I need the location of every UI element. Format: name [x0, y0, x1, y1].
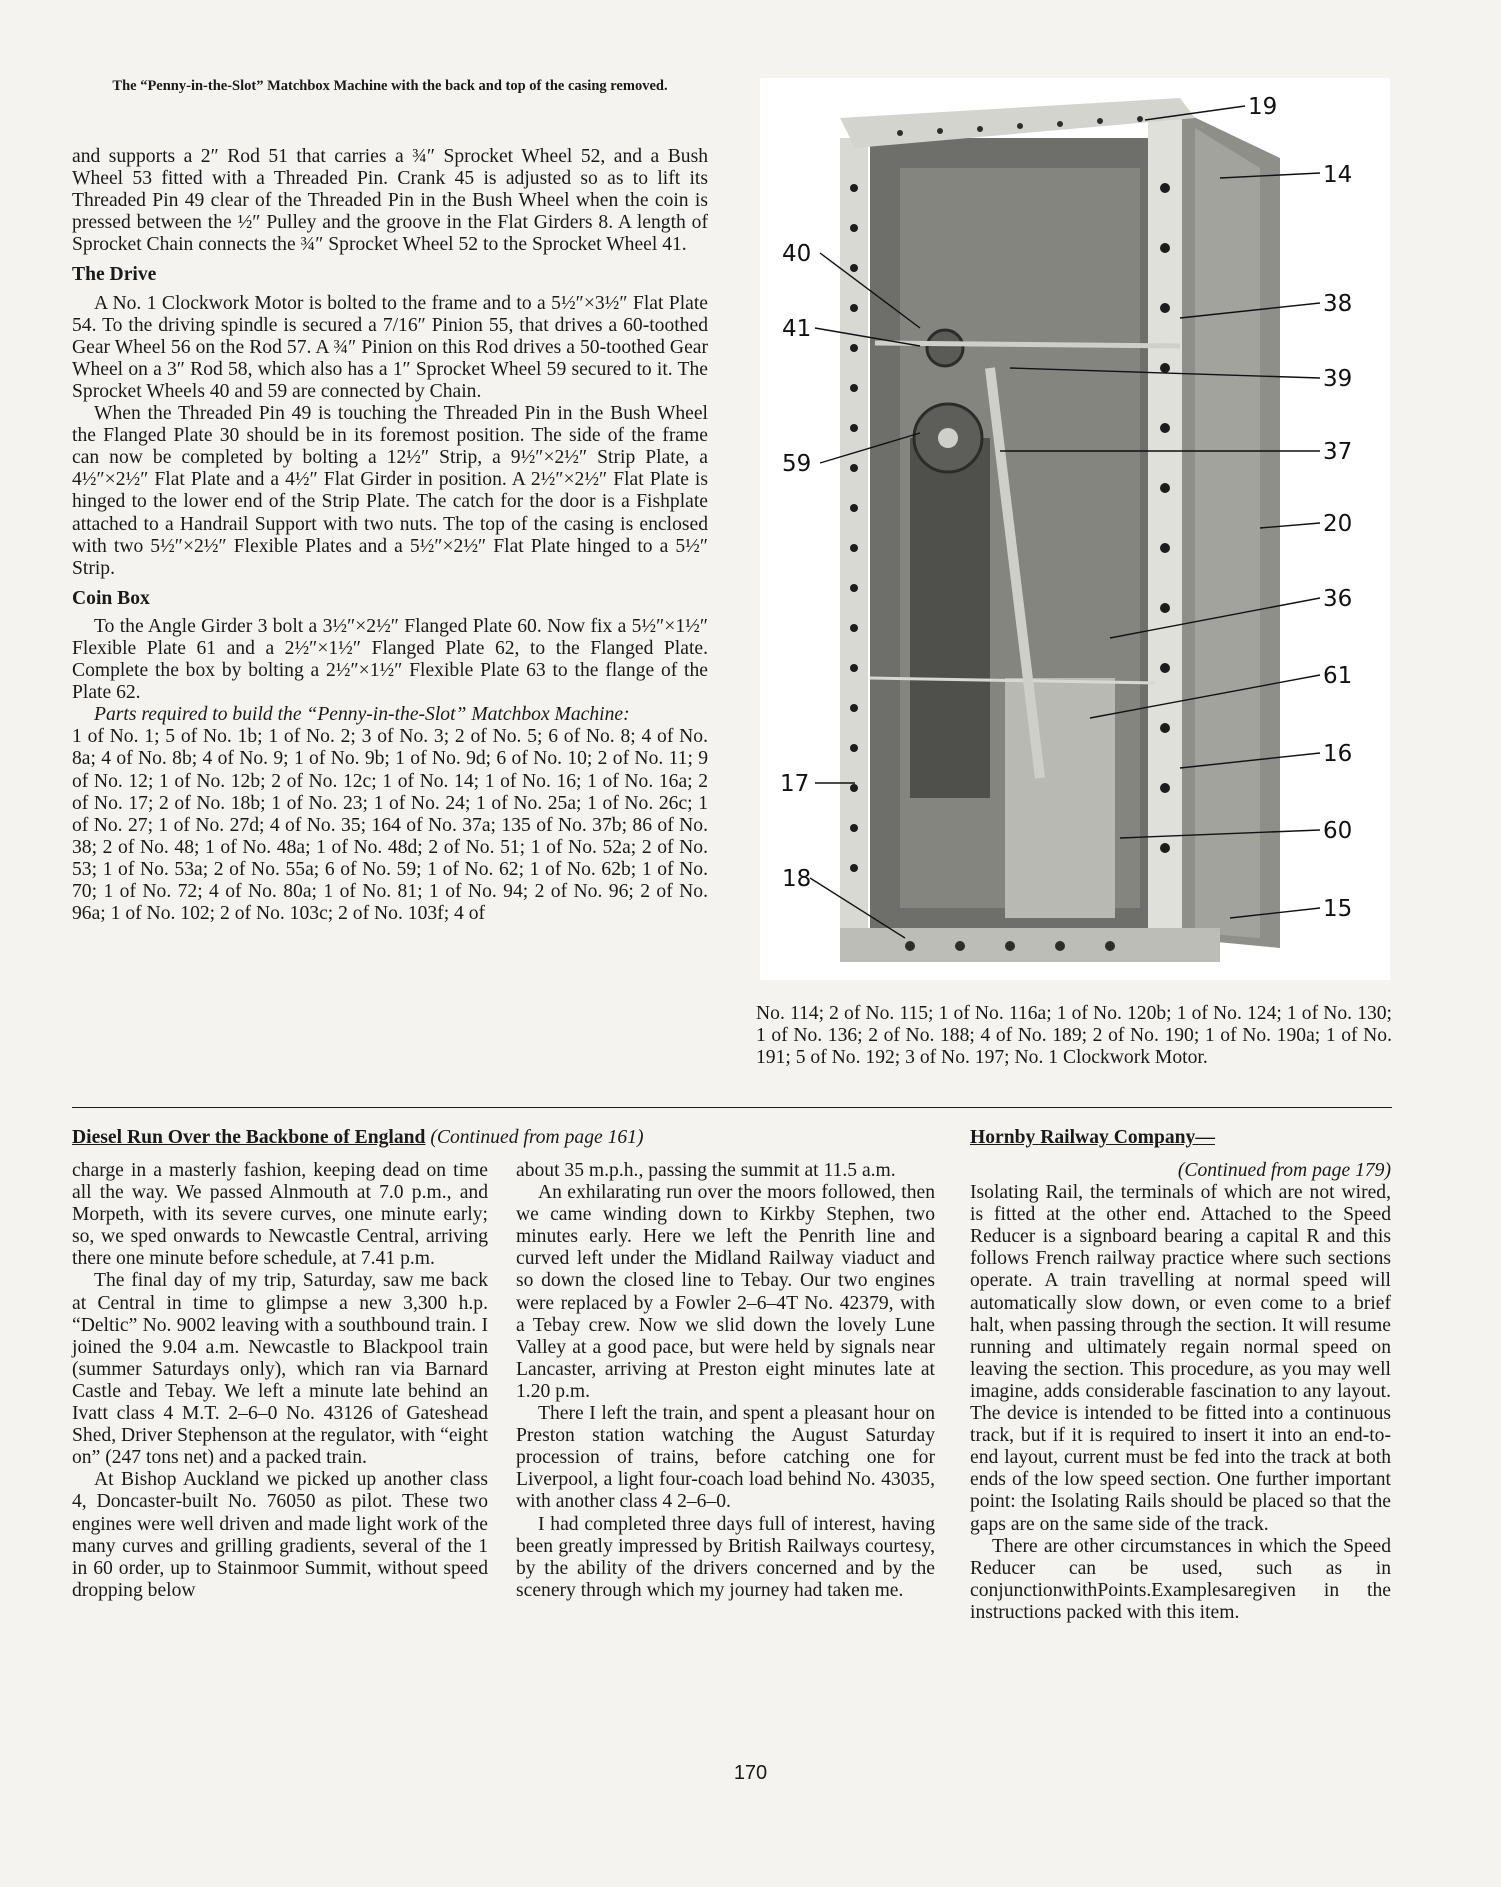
photo-label: 15: [1323, 896, 1353, 922]
photo-label: 20: [1323, 511, 1353, 537]
paragraph: An exhilarating run over the moors followed, then we came winding down to Kirkby Stephen, two minutes early. Here we left the Penrith line and curved left under the Midland Railway viaduct and so down the closed line to Tebay. Our two engines were replaced by a Fowler 2–6–4T No. 42379, with a Tebay crew. Now we slid down the lovely Lune Valley at a good pace, but were held by signals near Lancaster, arriving at Preston eight minutes late at 1.20 p.m.: [516, 1182, 935, 1402]
photo-label: 18: [782, 866, 812, 892]
parts-heading: Parts required to build the “Penny-in-the-Slot” Matchbox Machine:: [94, 704, 630, 726]
paragraph: and supports a 2″ Rod 51 that carries a ¾″ Sprocket Wheel 52, and a Bush Wheel 53 fitted with a Threaded Pin. Crank 45 is adjusted so as to lift its Threaded Pin 49 clear of the Threaded Pin in the Bush Wheel when the coin is pressed between the ½″ Pulley and the groove in the Flat Girders 8. A length of Sprocket Chain connects the ¾″ Sprocket Wheel 52 to the Sprocket Wheel 41.: [72, 146, 708, 256]
diesel-column-1: [72, 1160, 488, 1602]
article-matchbox-text: [72, 146, 708, 925]
photo-label: 14: [1323, 162, 1353, 188]
paragraph: There I left the train, and spent a pleasant hour on Preston station watching the August Saturday procession of trains, before catching one for Liverpool, a light four-coach load behind No. 43035, with another class 4 2–6–0.: [516, 1403, 935, 1513]
machine-photo-illustration: [760, 78, 1390, 980]
photo-label: 38: [1323, 291, 1353, 317]
photo-label: 40: [782, 241, 812, 267]
page-number: 170: [733, 1762, 768, 1784]
paragraph: about 35 m.p.h., passing the summit at 11.5 a.m.: [516, 1160, 896, 1181]
photo-label: 59: [782, 451, 812, 477]
article-heading-hornby: Hornby Railway Company—: [970, 1127, 1215, 1148]
photo-label: 17: [780, 771, 810, 797]
paragraph: To the Angle Girder 3 bolt a 3½″×2½″ Flanged Plate 60. Now fix a 5½″×1½″ Flexible Plate 61 and a 2½″×1½″ Flanged Plate 62, to the Flanged Plate. Complete the box by bolting a 2½″×1½″ Flexible Plate 63 to the flange of the Plate 62.: [72, 615, 708, 704]
paragraph: There are other circumstances in which the Speed Reducer can be used, such as in conjunctionwithPoints.Examplesaregiven in the instructions packed with this item.: [970, 1535, 1391, 1623]
paragraph: Isolating Rail, the terminals of which are not wired, is fitted at the other end. Attached to the Speed Reducer is a signboard bearing a capital R and this follows French railway practice where such sections operate. A train travelling at normal speed will automatically slow down, or even come to a brief halt, when passing through the section. It will resume running and ultimately regain normal speed on leaving the section. This procedure, as you may well imagine, adds considerable fascination to any layout. The device is intended to be fitted into a continuous track, but if it is required to insert it into an end-to-end layout, current must be fed into the track at both ends of the low speed section. One further important point: the Isolating Rails should be placed so that the gaps are on the same side of the track.: [970, 1182, 1391, 1535]
photo-label: 39: [1323, 366, 1353, 392]
machine-photo: [760, 78, 1390, 980]
diesel-column-2: [516, 1160, 935, 1602]
continued-note: (Continued from page 179): [1177, 1160, 1391, 1181]
figure-caption: The “Penny-in-the-Slot” Matchbox Machine with the back and top of the casing removed.: [112, 78, 668, 94]
photo-label: 16: [1323, 741, 1353, 767]
paragraph: A No. 1 Clockwork Motor is bolted to the frame and to a 5½″×3½″ Flat Plate 54. To the driving spindle is secured a 7/16″ Pinion 55, that drives a 60-toothed Gear Wheel 56 on the Rod 57. A ¾″ Pinion on this Rod drives a 50-toothed Gear Wheel on a 3″ Rod 58, which also has a 1″ Sprocket Wheel 59 secured to it. The Sprocket Wheels 40 and 59 are connected by Chain.: [72, 292, 708, 402]
hornby-column: [970, 1160, 1391, 1624]
parts-list-continued: [756, 1003, 1392, 1069]
continued-note: (Continued from page 161): [430, 1127, 644, 1148]
section-heading-coin-box: Coin Box: [72, 587, 150, 609]
parts-list: 1 of No. 1; 5 of No. 1b; 1 of No. 2; 3 of No. 3; 2 of No. 5; 6 of No. 8; 4 of No. 8a; 4 of No. 8b; 4 of No. 9; 1 of No. 9b; 1 of No. 9d; 6 of No. 10; 2 of No. 11; 9 of No. 12; 1 of No. 12b; 2 of No. 12c; 1 of No. 14; 1 of No. 16; 1 of No. 16a; 2 of No. 17; 2 of No. 18b; 1 of No. 23; 1 of No. 24; 1 of No. 25a; 1 of No. 26c; 1 of No. 27; 1 of No. 27d; 4 of No. 35; 164 of No. 37a; 135 of No. 37b; 86 of No. 38; 2 of No. 48; 1 of No. 48a; 1 of No. 48d; 2 of No. 51; 1 of No. 52a; 2 of No. 53; 1 of No. 53a; 2 of No. 55a; 6 of No. 59; 1 of No. 62; 1 of No. 62b; 1 of No. 70; 1 of No. 72; 4 of No. 80a; 1 of No. 81; 1 of No. 94; 2 of No. 96; 2 of No. 96a; 1 of No. 102; 2 of No. 103c; 2 of No. 103f; 4 of: [72, 726, 708, 925]
photo-label: 19: [1248, 94, 1278, 120]
article-heading-diesel: [72, 1127, 772, 1149]
section-heading-drive: The Drive: [72, 264, 157, 286]
photo-label: 36: [1323, 586, 1353, 612]
paragraph: The final day of my trip, Saturday, saw me back at Central in time to glimpse a new 3,300 h.p. “Deltic” No. 9002 leaving with a southbound train. I joined the 9.04 a.m. Newcastle to Blackpool train (summer Saturdays only), which ran via Barnard Castle and Tebay. We left a minute late behind an Ivatt class 4 M.T. 2–6–0 No. 43126 of Gateshead Shed, Driver Stephenson at the regulator, with “eight on” (247 tons net) and a packed train.: [72, 1270, 488, 1469]
paragraph: At Bishop Auckland we picked up another class 4, Doncaster-built No. 76050 as pilot. These two engines were well driven and made light work of the many curves and grilling gradients, several of the 1 in 60 order, up to Stainmoor Summit, without speed dropping below: [72, 1469, 488, 1601]
photo-label: 37: [1323, 439, 1353, 465]
section-divider: [72, 1107, 1392, 1108]
paragraph: charge in a masterly fashion, keeping dead on time all the way. We passed Alnmouth at 7.0 p.m., and Morpeth, with its severe curves, one minute early; so, we sped onwards to Newcastle Central, arriving there one minute before schedule, at 7.41 p.m.: [72, 1160, 488, 1270]
article-title: Diesel Run Over the Backbone of England: [72, 1127, 426, 1148]
photo-label: 61: [1323, 663, 1353, 689]
paragraph: When the Threaded Pin 49 is touching the Threaded Pin in the Bush Wheel the Flanged Plate 30 should be in its foremost position. The side of the frame can now be completed by bolting a 12½″ Strip, a 9½″×2½″ Strip Plate, a 4½″×2½″ Flat Plate and a 4½″ Flat Girder in position. A 2½″×2½″ Flat Plate is hinged to the lower end of the Strip Plate. The catch for the door is a Fishplate attached to a Handrail Support with two nuts. The top of the casing is enclosed with two 5½″×2½″ Flexible Plates and a 5½″×2½″ Flat Plate hinged to a 5½″ Strip.: [72, 403, 708, 579]
photo-label: 60: [1323, 818, 1353, 844]
paragraph: No. 114; 2 of No. 115; 1 of No. 116a; 1 of No. 120b; 1 of No. 124; 1 of No. 130; 1 of No. 136; 2 of No. 188; 4 of No. 189; 2 of No. 190; 1 of No. 190a; 1 of No. 191; 5 of No. 192; 3 of No. 197; No. 1 Clockwork Motor.: [756, 1003, 1392, 1069]
paragraph: I had completed three days full of interest, having been greatly impressed by British Railways courtesy, by the ability of the drivers concerned and by the scenery through which my journey had taken me.: [516, 1513, 935, 1601]
photo-label: 41: [782, 316, 812, 342]
